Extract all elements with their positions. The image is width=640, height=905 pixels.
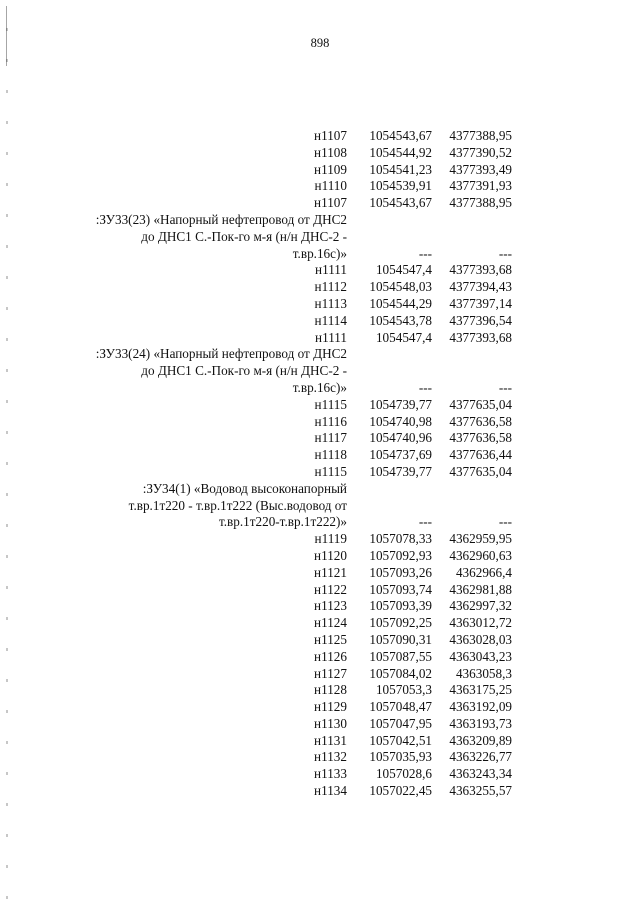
table-row bbox=[60, 749, 560, 766]
coord-x: 1057093,26 bbox=[369, 564, 432, 580]
coord-x: 1057028,6 bbox=[375, 766, 432, 782]
table-row bbox=[60, 632, 560, 649]
coord-x: 1054543,67 bbox=[369, 128, 432, 143]
section-header-row bbox=[60, 498, 560, 515]
point-id: н1117 bbox=[314, 430, 347, 446]
point-id: н1107 bbox=[314, 195, 347, 211]
coord-y: 4363192,09 bbox=[449, 699, 512, 715]
table-row bbox=[60, 447, 560, 464]
coord-y: 4363028,03 bbox=[449, 631, 512, 647]
dash-placeholder-x: --- bbox=[418, 245, 432, 261]
point-id: н1108 bbox=[314, 144, 347, 160]
table-row bbox=[60, 195, 560, 212]
coord-x: 1054539,91 bbox=[369, 178, 432, 194]
table-row bbox=[60, 279, 560, 296]
coord-x: 1057053,3 bbox=[375, 682, 432, 698]
point-id: н1134 bbox=[314, 783, 347, 799]
point-id: н1114 bbox=[314, 312, 347, 328]
coord-y: 4377393,49 bbox=[449, 161, 512, 177]
coord-y: 4362981,88 bbox=[449, 581, 512, 597]
table-row bbox=[60, 666, 560, 683]
point-id: н1116 bbox=[314, 413, 347, 429]
dash-placeholder-x: --- bbox=[418, 514, 432, 530]
table-row bbox=[60, 615, 560, 632]
point-id: н1131 bbox=[314, 732, 347, 748]
point-id: н1115 bbox=[314, 396, 347, 412]
point-id: н1121 bbox=[314, 564, 347, 580]
table-row bbox=[60, 414, 560, 431]
table-row bbox=[60, 783, 560, 800]
dash-placeholder-y: --- bbox=[498, 514, 512, 530]
coord-y: 4363012,72 bbox=[449, 615, 512, 631]
table-row bbox=[60, 582, 560, 599]
dash-placeholder-y: --- bbox=[498, 379, 512, 395]
coord-x: 1057087,55 bbox=[369, 648, 432, 664]
section-header-row bbox=[60, 363, 560, 380]
table-row bbox=[60, 296, 560, 313]
coord-x: 1057090,31 bbox=[369, 631, 432, 647]
scan-edge-marks bbox=[6, 0, 8, 905]
coord-y: 4362959,95 bbox=[449, 531, 512, 547]
coord-x: 1054547,4 bbox=[375, 262, 432, 278]
table-row bbox=[60, 464, 560, 481]
point-id: н1129 bbox=[314, 699, 347, 715]
table-row bbox=[60, 733, 560, 750]
coord-y: 4363043,23 bbox=[449, 648, 512, 664]
coord-y: 4363226,77 bbox=[449, 749, 512, 765]
point-id: н1120 bbox=[314, 547, 347, 563]
table-row bbox=[60, 649, 560, 666]
coord-x: 1054740,96 bbox=[369, 430, 432, 446]
dash-placeholder-x: --- bbox=[418, 379, 432, 395]
coord-y: 4377388,95 bbox=[449, 195, 512, 211]
table-row bbox=[60, 548, 560, 565]
coord-x: 1054737,69 bbox=[369, 447, 432, 463]
coord-x: 1054739,77 bbox=[369, 463, 432, 479]
table-row bbox=[60, 682, 560, 699]
coord-y: 4377393,68 bbox=[449, 329, 512, 345]
section-header-line: т.вр.16с)» bbox=[292, 245, 347, 261]
dash-placeholder-y: --- bbox=[498, 245, 512, 261]
section-header-line: т.вр.1т220 - т.вр.1т222 (Выс.водовод от bbox=[128, 497, 347, 513]
coord-y: 4377396,54 bbox=[449, 312, 512, 328]
section-header-row bbox=[60, 514, 560, 531]
coord-x: 1057092,25 bbox=[369, 615, 432, 631]
table-row bbox=[60, 262, 560, 279]
section-header-row bbox=[60, 212, 560, 229]
section-header-row bbox=[60, 229, 560, 246]
coord-x: 1057084,02 bbox=[369, 665, 432, 681]
coord-y: 4377635,04 bbox=[449, 396, 512, 412]
coord-x: 1057022,45 bbox=[369, 783, 432, 799]
coord-x: 1057093,74 bbox=[369, 581, 432, 597]
table-row bbox=[60, 330, 560, 347]
coord-x: 1057035,93 bbox=[369, 749, 432, 765]
point-id: н1126 bbox=[314, 648, 347, 664]
table-row bbox=[60, 178, 560, 195]
section-header-line: т.вр.16с)» bbox=[292, 379, 347, 395]
coord-y: 4377388,95 bbox=[449, 128, 512, 143]
section-header-line: т.вр.1т220-т.вр.1т222)» bbox=[218, 514, 347, 530]
point-id: н1109 bbox=[314, 161, 347, 177]
section-header-line: :ЗУ34(1) «Водовод высоконапорный bbox=[142, 480, 347, 496]
table-row bbox=[60, 598, 560, 615]
point-id: н1119 bbox=[314, 531, 347, 547]
coord-y: 4377636,44 bbox=[449, 447, 512, 463]
coord-y: 4377636,58 bbox=[449, 413, 512, 429]
table-row bbox=[60, 128, 560, 145]
coord-y: 4363255,57 bbox=[449, 783, 512, 799]
point-id: н1107 bbox=[314, 128, 347, 143]
section-header-line: :ЗУ33(24) «Напорный нефтепровод от ДНС2 bbox=[95, 346, 347, 362]
coord-x: 1057078,33 bbox=[369, 531, 432, 547]
coord-y: 4362966,4 bbox=[455, 564, 512, 580]
coord-x: 1054544,29 bbox=[369, 295, 432, 311]
coord-x: 1054739,77 bbox=[369, 396, 432, 412]
coord-x: 1054740,98 bbox=[369, 413, 432, 429]
point-id: н1123 bbox=[314, 598, 347, 614]
section-header-row bbox=[60, 346, 560, 363]
coord-y: 4363243,34 bbox=[449, 766, 512, 782]
point-id: н1115 bbox=[314, 463, 347, 479]
coord-y: 4363193,73 bbox=[449, 715, 512, 731]
coordinates-table bbox=[60, 128, 560, 800]
table-row bbox=[60, 766, 560, 783]
point-id: н1125 bbox=[314, 631, 347, 647]
coord-y: 4377391,93 bbox=[449, 178, 512, 194]
section-header-row bbox=[60, 246, 560, 263]
coord-y: 4377635,04 bbox=[449, 463, 512, 479]
point-id: н1111 bbox=[315, 262, 347, 278]
point-id: н1133 bbox=[314, 766, 347, 782]
coord-x: 1054547,4 bbox=[375, 329, 432, 345]
point-id: н1122 bbox=[314, 581, 347, 597]
point-id: н1118 bbox=[314, 447, 347, 463]
table-row bbox=[60, 565, 560, 582]
page-number: 898 bbox=[310, 36, 330, 50]
coord-y: 4363175,25 bbox=[449, 682, 512, 698]
coord-x: 1057042,51 bbox=[369, 732, 432, 748]
point-id: н1132 bbox=[314, 749, 347, 765]
point-id: н1124 bbox=[314, 615, 347, 631]
point-id: н1128 bbox=[314, 682, 347, 698]
point-id: н1127 bbox=[314, 665, 347, 681]
table-row bbox=[60, 162, 560, 179]
coord-x: 1057093,39 bbox=[369, 598, 432, 614]
table-row bbox=[60, 716, 560, 733]
section-header-row bbox=[60, 380, 560, 397]
coord-y: 4377394,43 bbox=[449, 279, 512, 295]
coord-x: 1054548,03 bbox=[369, 279, 432, 295]
table-row bbox=[60, 145, 560, 162]
table-row bbox=[60, 531, 560, 548]
coord-x: 1057048,47 bbox=[369, 699, 432, 715]
coord-x: 1057047,95 bbox=[369, 715, 432, 731]
section-header-line: до ДНС1 С.-Пок-го м-я (н/н ДНС-2 - bbox=[141, 363, 347, 379]
coord-x: 1054543,78 bbox=[369, 312, 432, 328]
coord-y: 4363058,3 bbox=[455, 665, 512, 681]
table-row bbox=[60, 397, 560, 414]
section-header-line: :ЗУ33(23) «Напорный нефтепровод от ДНС2 bbox=[95, 211, 347, 227]
coord-y: 4377393,68 bbox=[449, 262, 512, 278]
coord-y: 4362960,63 bbox=[449, 547, 512, 563]
table-row bbox=[60, 699, 560, 716]
coord-y: 4362997,32 bbox=[449, 598, 512, 614]
coord-y: 4377390,52 bbox=[449, 144, 512, 160]
table-row bbox=[60, 430, 560, 447]
point-id: н1111 bbox=[315, 329, 347, 345]
coord-x: 1054543,67 bbox=[369, 195, 432, 211]
section-header-line: до ДНС1 С.-Пок-го м-я (н/н ДНС-2 - bbox=[141, 228, 347, 244]
coord-x: 1057092,93 bbox=[369, 547, 432, 563]
coord-y: 4363209,89 bbox=[449, 732, 512, 748]
point-id: н1112 bbox=[314, 279, 347, 295]
section-header-row bbox=[60, 481, 560, 498]
coord-y: 4377636,58 bbox=[449, 430, 512, 446]
point-id: н1130 bbox=[314, 715, 347, 731]
coord-y: 4377397,14 bbox=[449, 295, 512, 311]
point-id: н1110 bbox=[314, 178, 347, 194]
point-id: н1113 bbox=[314, 295, 347, 311]
coord-x: 1054541,23 bbox=[369, 161, 432, 177]
table-row bbox=[60, 313, 560, 330]
coord-x: 1054544,92 bbox=[369, 144, 432, 160]
